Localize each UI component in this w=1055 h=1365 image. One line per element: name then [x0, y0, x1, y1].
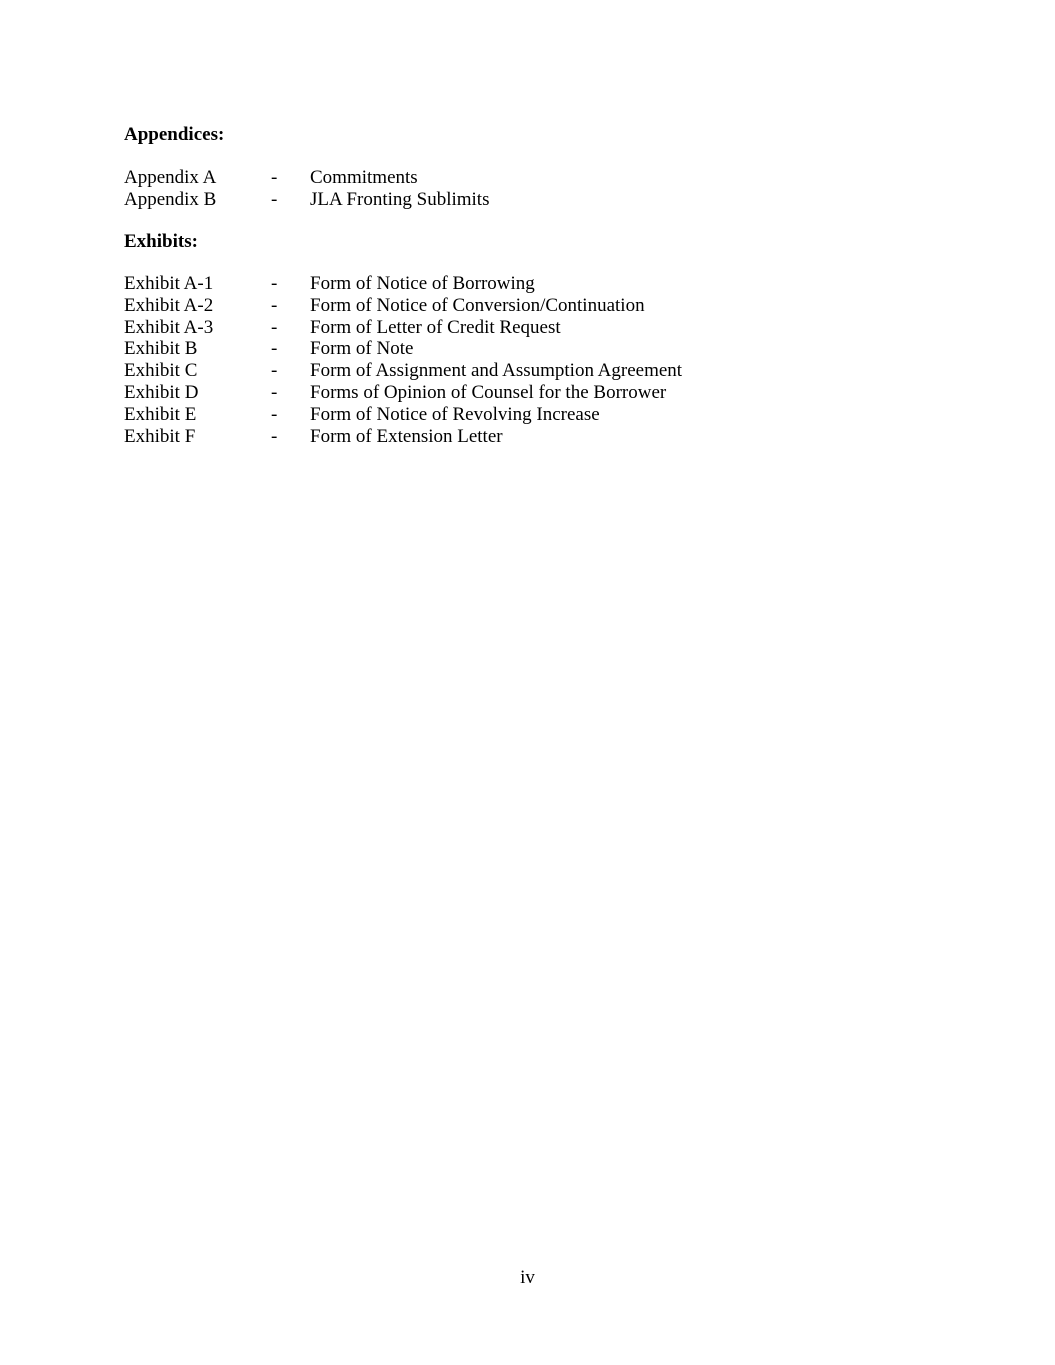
item-reference: Exhibit A-2: [124, 294, 214, 316]
item-dash: -: [271, 360, 278, 382]
list-item: [124, 404, 824, 426]
item-dash: -: [271, 188, 278, 210]
list-item: [124, 382, 824, 404]
item-description: Form of Notice of Conversion/Continuation: [310, 294, 645, 316]
item-dash: -: [271, 381, 278, 403]
item-description: Form of Notice of Borrowing: [310, 273, 535, 294]
list-item: [124, 273, 824, 295]
item-description: Forms of Opinion of Counsel for the Borrower: [310, 381, 667, 403]
item-description: Form of Notice of Revolving Increase: [310, 403, 600, 425]
exhibits-heading: Exhibits:: [124, 231, 198, 252]
list-item: [124, 317, 824, 339]
item-reference: Exhibit B: [124, 338, 198, 360]
list-item: [124, 426, 824, 448]
list-item: [124, 295, 824, 317]
item-dash: -: [271, 338, 278, 360]
item-reference: Exhibit F: [124, 425, 196, 447]
item-dash: -: [271, 316, 278, 338]
item-dash: -: [271, 167, 278, 188]
item-reference: Appendix B: [124, 188, 217, 210]
item-reference: Exhibit E: [124, 403, 197, 425]
list-item: [124, 360, 824, 382]
page-number: iv: [520, 1267, 535, 1288]
item-description: Form of Letter of Credit Request: [310, 316, 561, 338]
list-item: [124, 189, 824, 211]
item-reference: Exhibit A-1: [124, 273, 214, 294]
exhibits-list: [124, 273, 824, 447]
appendices-list: [124, 167, 824, 211]
item-description: Form of Assignment and Assumption Agreement: [310, 360, 683, 382]
list-item: [124, 338, 824, 360]
list-item: [124, 167, 824, 189]
item-dash: -: [271, 425, 278, 447]
item-description: Commitments: [310, 167, 418, 188]
item-reference: Exhibit A-3: [124, 316, 214, 338]
item-description: JLA Fronting Sublimits: [310, 188, 490, 210]
appendices-heading: Appendices:: [124, 124, 225, 145]
item-description: Form of Extension Letter: [310, 425, 503, 447]
item-dash: -: [271, 294, 278, 316]
item-reference: Exhibit D: [124, 381, 199, 403]
item-description: Form of Note: [310, 338, 414, 360]
item-dash: -: [271, 403, 278, 425]
item-reference: Exhibit C: [124, 360, 198, 382]
item-dash: -: [271, 273, 278, 294]
item-reference: Appendix A: [124, 167, 217, 188]
